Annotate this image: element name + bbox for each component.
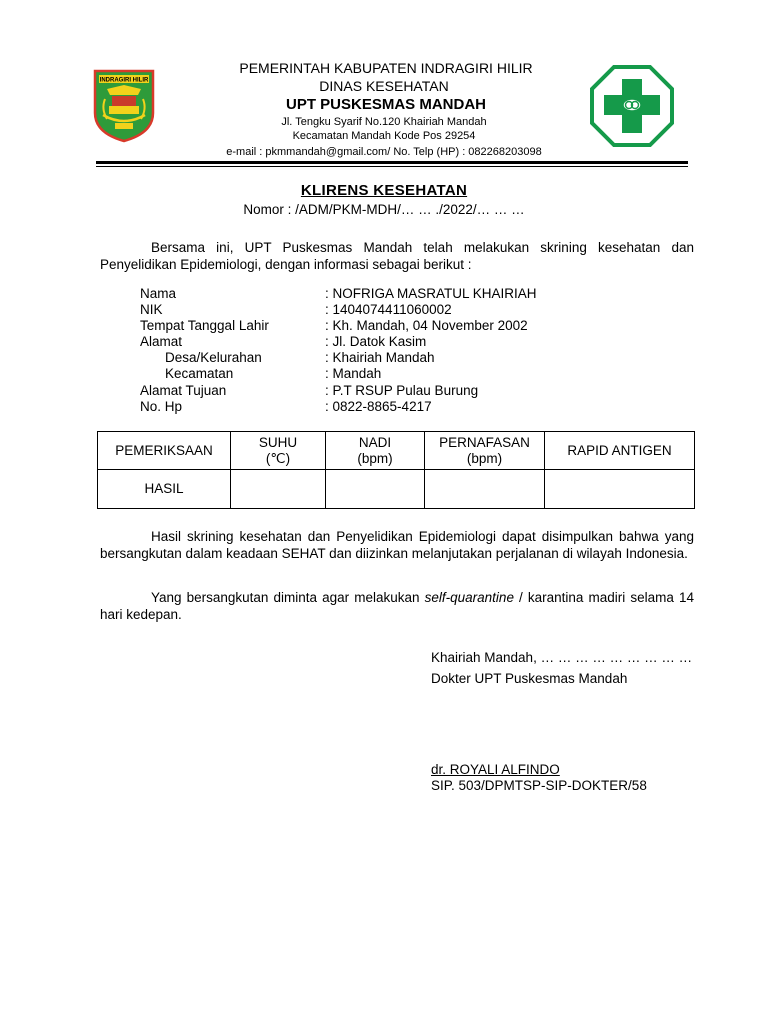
quarantine-paragraph: [100, 589, 694, 623]
header-cell-rapid-antigen: RAPID ANTIGEN: [545, 432, 695, 470]
identity-value-nik: : 1404074411060002: [325, 302, 452, 317]
identity-value-district: : Mandah: [325, 366, 382, 381]
examination-table: [97, 431, 695, 509]
signature-position: Dokter UPT Puskesmas Mandah: [431, 671, 628, 686]
header-government-line: PEMERINTAH KABUPATEN INDRAGIRI HILIR: [239, 60, 533, 76]
identity-value-birth: : Kh. Mandah, 04 November 2002: [325, 318, 528, 333]
table-row: [98, 470, 695, 509]
identity-label-phone: No. Hp: [140, 399, 183, 414]
identity-label-birth: Tempat Tanggal Lahir: [140, 318, 269, 333]
header-divider-thin: [96, 166, 688, 167]
identity-value-address: : Jl. Datok Kasim: [325, 334, 427, 349]
signature-place-date: Khairiah Mandah, … … … … … … … … …: [431, 650, 693, 665]
intro-text: Bersama ini, UPT Puskesmas Mandah telah melakukan skrining kesehatan dan Penyelidikan Epidemiologi, dengan informasi sebagai berikut :: [100, 240, 694, 272]
table-header-row: [98, 432, 695, 470]
identity-label-destination: Alamat Tujuan: [140, 383, 227, 398]
header-contact-line: e-mail : pkmmandah@gmail.com/ No. Telp (HP) : 082268203098: [226, 146, 542, 158]
header-divider-thick: [96, 161, 688, 164]
header-cell-pulse: [326, 432, 425, 470]
document-number: Nomor : /ADM/PKM-MDH/… … ./2022/… … …: [243, 202, 525, 217]
result-cell-rapid-antigen: [545, 470, 695, 509]
intro-paragraph: [100, 239, 694, 273]
quarantine-text-start: Yang bersangkutan diminta agar melakukan: [151, 590, 425, 605]
header-cell-temperature: [231, 432, 326, 470]
temperature-unit: (℃): [265, 450, 291, 466]
identity-value-destination: : P.T RSUP Pulau Burung: [325, 383, 479, 398]
result-row-label: HASIL: [98, 470, 231, 509]
document-title: KLIRENS KESEHATAN: [300, 182, 468, 199]
signature-name: dr. ROYALI ALFINDO: [431, 762, 560, 777]
header-organization-name: UPT PUSKESMAS MANDAH: [285, 96, 486, 113]
header-address-district: Kecamatan Mandah Kode Pos 29254: [292, 130, 476, 142]
conclusion-text: Hasil skrining kesehatan dan Penyelidikan Epidemiologi dapat disimpulkan bahwa yang bersangkutan dalam keadaan SEHAT dan diizinkan melanjutakan perjalanan di wilayah Indonesia.: [100, 529, 694, 561]
temperature-label: SUHU: [258, 434, 298, 450]
identity-label-district: Kecamatan: [165, 366, 234, 381]
result-cell-temperature: [231, 470, 326, 509]
pulse-label: NADI: [358, 434, 392, 450]
identity-value-name: : NOFRIGA MASRATUL KHAIRIAH: [325, 286, 537, 301]
quarantine-text-end: / karantina madiri selama 14 hari kedepan.: [100, 590, 694, 622]
signature-license: SIP. 503/DPMTSP-SIP-DOKTER/58: [431, 778, 647, 793]
header-department-line: DINAS KESEHATAN: [319, 78, 449, 94]
respiration-label: PERNAFASAN: [439, 434, 530, 450]
result-cell-pulse: [326, 470, 425, 509]
conclusion-paragraph: [100, 528, 694, 562]
identity-label-nik: NIK: [140, 302, 163, 317]
identity-label-village: Desa/Kelurahan: [165, 350, 262, 365]
result-cell-respiration: [425, 470, 545, 509]
identity-value-phone: : 0822-8865-4217: [325, 399, 432, 414]
emblem-banner-text: INDRAGIRI HILIR: [99, 77, 149, 84]
header-cell-examination: PEMERIKSAAN: [98, 432, 231, 470]
identity-value-village: : Khairiah Mandah: [325, 350, 435, 365]
identity-label-address: Alamat: [140, 334, 183, 349]
pulse-unit: (bpm): [357, 450, 393, 466]
identity-label-name: Nama: [140, 286, 177, 301]
header-address-street: Jl. Tengku Syarif No.120 Khairiah Mandah: [281, 116, 487, 128]
quarantine-term: self-quarantine: [424, 590, 514, 605]
respiration-unit: (bpm): [466, 450, 503, 466]
header-cell-respiration: [425, 432, 545, 470]
quarantine-text: [100, 589, 694, 623]
